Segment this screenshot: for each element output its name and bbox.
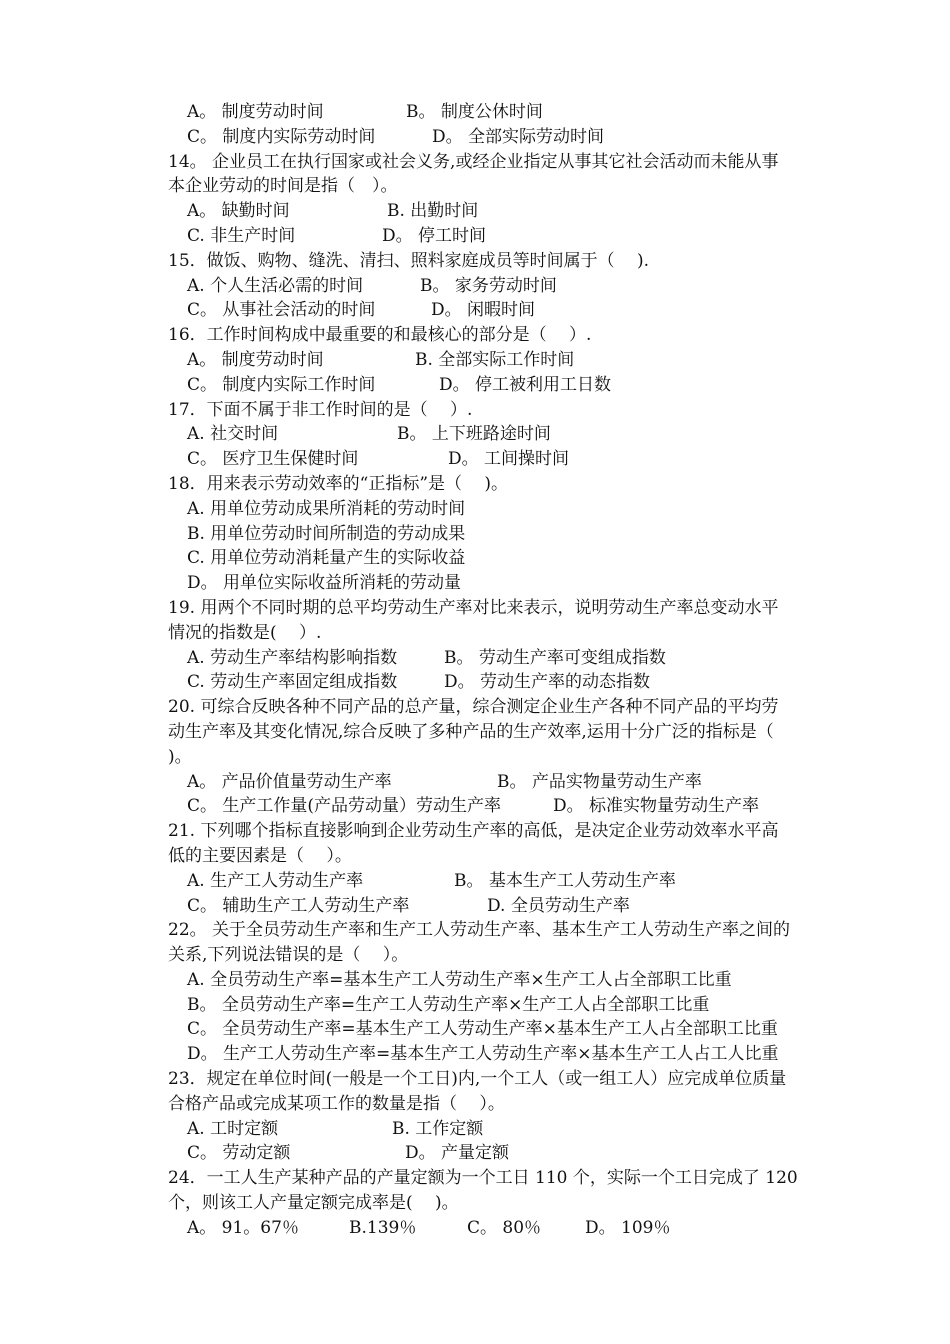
question-text-line: 20. 可综合反映各种不同产品的总产量，综合测定企业生产各种不同产品的平均劳	[168, 697, 779, 718]
options-line	[168, 125, 868, 150]
answer-option: D。 闲暇时间	[431, 300, 536, 321]
answer-option: A。 制度劳动时间	[187, 349, 324, 370]
answer-option: A。 缺勤时间	[187, 201, 290, 222]
answer-option: C。 80％	[467, 1217, 542, 1238]
document-page	[168, 100, 868, 1241]
options-line	[168, 447, 868, 472]
options-line	[168, 1042, 868, 1067]
options-line	[168, 869, 868, 894]
answer-option: C。 生产工作量(产品劳动量）劳动生产率	[187, 796, 502, 817]
answer-option: C. 用单位劳动消耗量产生的实际收益	[187, 548, 466, 569]
options-line	[168, 373, 868, 398]
question-text-line: 14。 企业员工在执行国家或社会义务,或经企业指定从事其它社会活动而未能从事	[168, 151, 779, 172]
answer-option: A. 生产工人劳动生产率	[187, 870, 364, 891]
answer-option: B。 制度公休时间	[406, 102, 543, 122]
options-line	[168, 199, 868, 224]
question-text-line: 个，则该工人产量定额完成率是( )。	[168, 1193, 459, 1214]
answer-option: D。 停工被利用工日数	[439, 374, 612, 395]
answer-option: C。 从事社会活动的时间	[187, 300, 376, 321]
answer-option: D。 生产工人劳动生产率=基本生产工人劳动生产率×基本生产工人占工人比重	[187, 1044, 779, 1065]
answer-option: B. 工作定额	[392, 1118, 484, 1139]
question-text-line: 19. 用两个不同时期的总平均劳动生产率对比来表示，说明劳动生产率总变动水平	[168, 597, 779, 618]
answer-option: C。 全员劳动生产率=基本生产工人劳动生产率×基本生产工人占全部职工比重	[187, 1019, 778, 1040]
question-text-line: 22。 关于全员劳动生产率和生产工人劳动生产率、基本生产工人劳动生产率之间的	[168, 920, 791, 941]
answer-option: A。 制度劳动时间	[187, 102, 324, 122]
answer-option: B. 出勤时间	[387, 201, 479, 222]
answer-option: B.139％	[349, 1217, 417, 1238]
answer-option: C. 非生产时间	[187, 225, 296, 246]
options-line	[168, 422, 868, 447]
answer-option: B。 产品实物量劳动生产率	[497, 771, 702, 792]
options-line	[168, 100, 868, 125]
answer-option: B. 全部实际工作时间	[415, 349, 575, 370]
question-text-line: 本企业劳动的时间是指（ ）。	[168, 176, 398, 197]
options-line	[168, 348, 868, 373]
question-text-line: 17．下面不属于非工作时间的是（ ）.	[168, 399, 473, 420]
question-text-line: 16．工作时间构成中最重要的和最核心的部分是（ ）.	[168, 325, 592, 346]
answer-option: D。 劳动生产率的动态指数	[444, 672, 651, 693]
answer-option: A. 工时定额	[187, 1118, 279, 1139]
answer-option: D。 109％	[585, 1217, 671, 1238]
options-line	[168, 968, 868, 993]
answer-option: D. 全员劳动生产率	[487, 895, 630, 916]
options-line	[168, 1117, 868, 1142]
options-line	[168, 1216, 868, 1241]
answer-option: A。 91。67％	[187, 1217, 299, 1238]
options-line	[168, 1141, 868, 1166]
question-text-line: 23．规定在单位时间(一般是一个工日)内,一个工人（或一组工人）应完成单位质量	[168, 1069, 787, 1090]
options-line	[168, 224, 868, 249]
options-line	[168, 274, 868, 299]
answer-option: D。 全部实际劳动时间	[432, 126, 605, 147]
options-line	[168, 1017, 868, 1042]
question-text-line: 18．用来表示劳动效率的“正指标”是（ )。	[168, 473, 509, 494]
question-text-line: )。	[168, 746, 192, 767]
options-line	[168, 522, 868, 547]
options-line	[168, 670, 868, 695]
answer-option: C。 辅助生产工人劳动生产率	[187, 895, 410, 916]
question-text-line: 情况的指数是( ）.	[168, 622, 322, 643]
answer-option: B。 全员劳动生产率=生产工人劳动生产率×生产工人占全部职工比重	[187, 994, 710, 1015]
answer-option: C。 劳动定额	[187, 1143, 291, 1164]
answer-option: B。 基本生产工人劳动生产率	[454, 870, 676, 891]
answer-option: A。 产品价值量劳动生产率	[187, 771, 392, 792]
answer-option: D。 工间操时间	[448, 449, 570, 470]
options-line	[168, 571, 868, 596]
answer-option: A. 全员劳动生产率=基本生产工人劳动生产率×生产工人占全部职工比重	[187, 969, 732, 990]
answer-option: B. 用单位劳动时间所制造的劳动成果	[187, 523, 466, 544]
options-line	[168, 993, 868, 1018]
answer-option: C. 劳动生产率固定组成指数	[187, 672, 398, 693]
answer-option: D。 停工时间	[382, 225, 487, 246]
answer-option: C。 制度内实际劳动时间	[187, 126, 376, 147]
answer-option: A. 个人生活必需的时间	[187, 275, 364, 296]
answer-option: B。 家务劳动时间	[420, 275, 557, 296]
question-text-line: 24．一工人生产某种产品的产量定额为一个工日 110 个，实际一个工日完成了 120	[168, 1168, 798, 1189]
question-text-line: 15．做饭、购物、缝洗、清扫、照料家庭成员等时间属于（ ).	[168, 250, 650, 271]
answer-option: D。 用单位实际收益所消耗的劳动量	[187, 573, 462, 594]
options-line	[168, 794, 868, 819]
answer-option: B。 上下班路途时间	[397, 424, 551, 445]
answer-option: A. 用单位劳动成果所消耗的劳动时间	[187, 498, 466, 519]
answer-option: D。 产量定额	[405, 1143, 510, 1164]
options-line	[168, 770, 868, 795]
question-text-line: 合格产品或完成某项工作的数量是指（ ）。	[168, 1093, 505, 1114]
answer-option: C。 医疗卫生保健时间	[187, 449, 359, 470]
answer-option: B。 劳动生产率可变组成指数	[444, 647, 666, 668]
answer-option: D。 标准实物量劳动生产率	[553, 796, 760, 817]
options-line	[168, 894, 868, 919]
question-text-line: 动生产率及其变化情况,综合反映了多种产品的生产效率,运用十分广泛的指标是（	[168, 721, 774, 742]
options-line	[168, 646, 868, 671]
options-line	[168, 497, 868, 522]
question-text-line: 21. 下列哪个指标直接影响到企业劳动生产率的高低，是决定企业劳动效率水平高	[168, 821, 779, 842]
question-text-line: 低的主要因素是（ ）。	[168, 845, 352, 866]
options-line	[168, 298, 868, 323]
answer-option: C。 制度内实际工作时间	[187, 374, 376, 395]
answer-option: A. 社交时间	[187, 424, 279, 445]
options-line	[168, 546, 868, 571]
answer-option: A. 劳动生产率结构影响指数	[187, 647, 398, 668]
question-text-line: 关系,下列说法错误的是（ ）。	[168, 945, 409, 966]
